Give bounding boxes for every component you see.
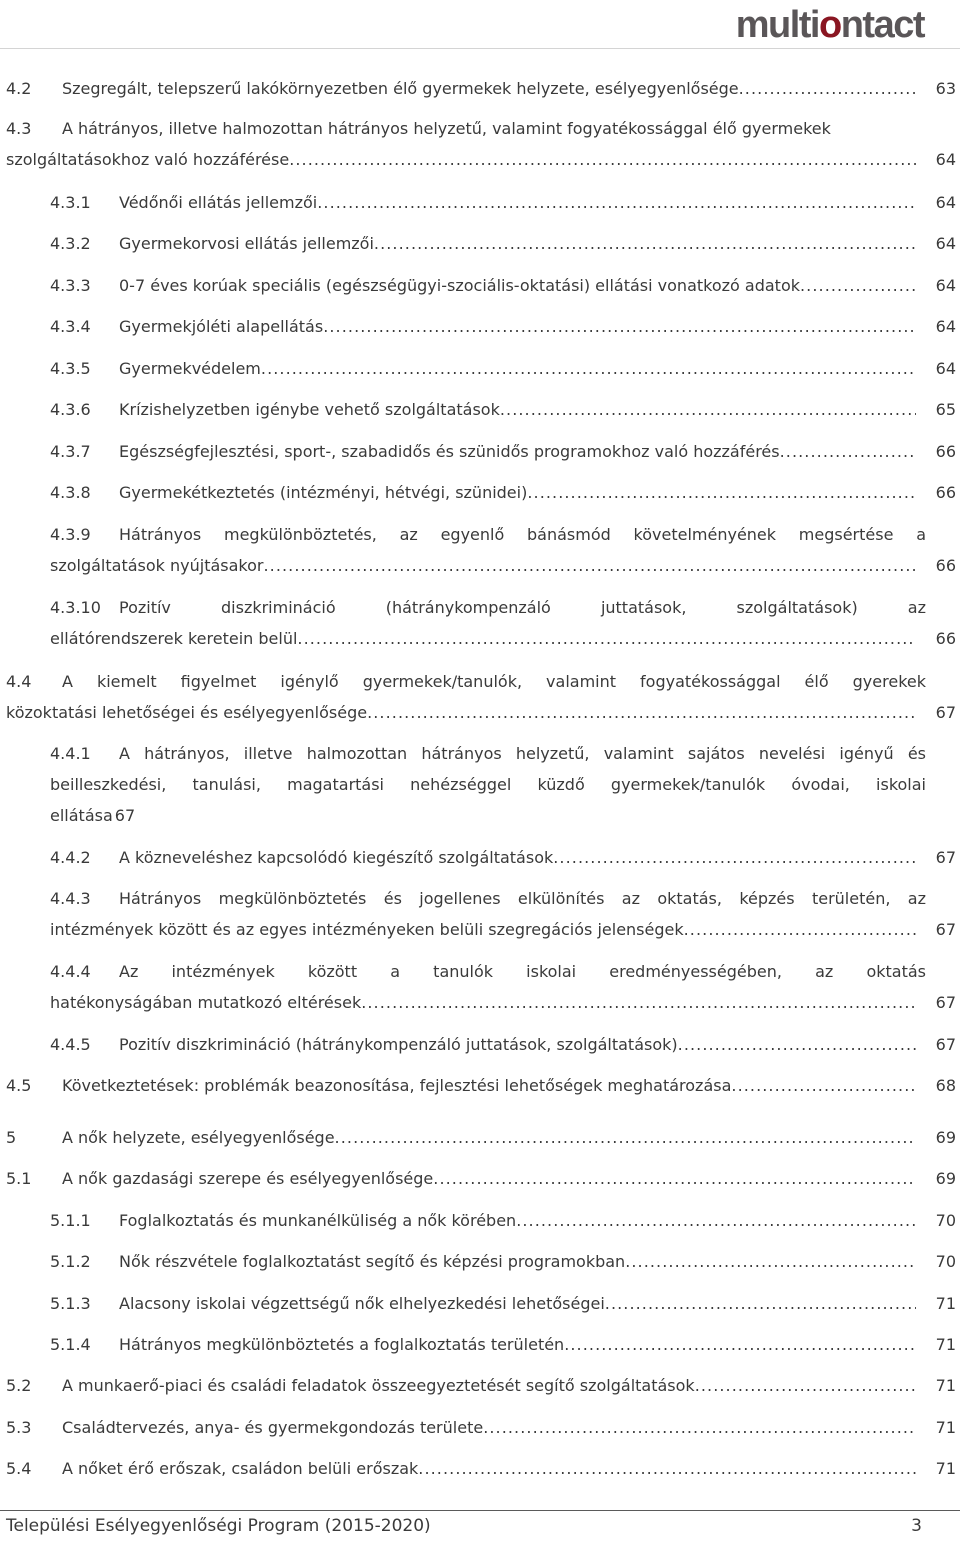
footer-title: Települési Esélyegyenlőségi Program (2015-2020)	[6, 1516, 431, 1536]
footer-page-number: 3	[911, 1516, 922, 1536]
toc-entry-4-3-3[interactable]	[0, 270, 960, 301]
toc-title-line1: Hátrányos megkülönböztetés, az egyenlő bánásmód követelményének megsértése a	[119, 525, 926, 544]
toc-title-line2: ellátórendszerek keretein belül	[50, 629, 298, 648]
toc-entry-4-4-3[interactable]	[0, 883, 960, 945]
toc-number: 4.3.7	[50, 442, 91, 461]
header-divider	[0, 48, 960, 49]
toc-title: A közneveléshez kapcsolódó kiegészítő szolgáltatások	[119, 848, 554, 867]
toc-page: 63	[935, 79, 956, 98]
toc-entry-5-1-2[interactable]	[0, 1246, 960, 1277]
toc-number: 4.4.5	[50, 1035, 91, 1054]
toc-page: 68	[935, 1076, 956, 1095]
toc-title: Gyermekétkeztetés (intézményi, hétvégi, szünidei)	[119, 483, 528, 502]
toc-title: A nőket érő erőszak, családon belüli erőszak	[62, 1459, 419, 1478]
toc-number: 4.4.1	[50, 744, 91, 763]
toc-number: 4.3.4	[50, 317, 91, 336]
toc-number: 4.3.1	[50, 193, 91, 212]
toc-title: Gyermekvédelem	[119, 359, 261, 378]
toc-title: Pozitív diszkrimináció (hátránykompenzáló juttatások, szolgáltatások)	[119, 1035, 678, 1054]
toc-entry-4-3-8[interactable]	[0, 477, 960, 508]
toc-number: 4.3.10	[50, 598, 101, 617]
toc-page: 64	[935, 234, 956, 253]
toc-page: 64	[935, 276, 956, 295]
toc-entry-4-4-2[interactable]	[0, 842, 960, 873]
toc-page: 67	[935, 993, 956, 1012]
toc-title: Védőnői ellátás jellemzői	[119, 193, 318, 212]
toc-page: 66	[935, 442, 956, 461]
toc-page: 67	[935, 1035, 956, 1054]
toc-entry-4-5[interactable]	[0, 1070, 960, 1101]
toc-number: 4.4.4	[50, 962, 91, 981]
toc-entry-4-4-5[interactable]	[0, 1029, 960, 1060]
toc-number: 5.2	[6, 1376, 32, 1395]
toc-title-line1: A hátrányos, illetve halmozottan hátrányos helyzetű, valamint fogyatékossággal élő gyermekek	[62, 119, 831, 138]
toc-page: 67	[935, 920, 956, 939]
toc-title-line1: A kiemelt figyelmet igénylő gyermekek/tanulók, valamint fogyatékossággal élő gyerekek	[62, 672, 926, 691]
toc-page: 69	[935, 1169, 956, 1188]
toc-title: Családtervezés, anya- és gyermekgondozás területe	[62, 1418, 484, 1437]
toc-entry-4-4[interactable]	[0, 666, 960, 728]
toc-title: 0-7 éves korúak speciális (egészségügyi-szociális-oktatási) ellátási vonatkozó adatok	[119, 276, 800, 295]
toc-page: 71	[935, 1335, 956, 1354]
toc-page: 64	[935, 359, 956, 378]
toc-entry-5[interactable]	[0, 1122, 960, 1153]
toc-page: 67	[935, 848, 956, 867]
toc-title-line2: szolgáltatások nyújtásakor	[50, 556, 264, 575]
toc-entry-5-3[interactable]	[0, 1412, 960, 1443]
toc-page: 66	[935, 629, 956, 648]
toc-number: 5.1	[6, 1169, 32, 1188]
toc-title: Hátrányos megkülönböztetés a foglalkoztatás területén	[119, 1335, 565, 1354]
toc-number: 5.1.2	[50, 1252, 91, 1271]
toc-page: 66	[935, 483, 956, 502]
toc-number: 4.3.9	[50, 525, 91, 544]
toc-number: 4.2	[6, 79, 32, 98]
toc-entry-5-1[interactable]	[0, 1163, 960, 1194]
toc-title: A munkaerő-piaci és családi feladatok összeegyeztetését segítő szolgáltatások	[62, 1376, 695, 1395]
toc-number: 4.3.6	[50, 400, 91, 419]
toc-number: 5.3	[6, 1418, 32, 1437]
toc-page: 70	[935, 1252, 956, 1271]
toc-title: A nők gazdasági szerepe és esélyegyenlősége	[62, 1169, 434, 1188]
toc-entry-5-2[interactable]	[0, 1370, 960, 1401]
toc-title: Szegregált, telepszerű lakókörnyezetben élő gyermekek helyzete, esélyegyenlősége	[62, 79, 739, 98]
toc-number: 5.1.1	[50, 1211, 91, 1230]
toc-page: 65	[935, 400, 956, 419]
toc-page: 70	[935, 1211, 956, 1230]
toc-title: Gyermekorvosi ellátás jellemzői	[119, 234, 374, 253]
toc-number: 4.4	[6, 672, 32, 691]
toc-page: 71	[935, 1294, 956, 1313]
toc-title-line1: Pozitív diszkrimináció (hátránykompenzáló juttatások, szolgáltatások) az	[119, 598, 926, 617]
footer-divider	[0, 1510, 960, 1511]
toc-title: Következtetések: problémák beazonosítása, fejlesztési lehetőségek meghatározása	[62, 1076, 732, 1095]
toc-number: 4.3.5	[50, 359, 91, 378]
toc-number: 4.3.2	[50, 234, 91, 253]
toc-page: 69	[935, 1128, 956, 1147]
toc-page: 71	[935, 1418, 956, 1437]
toc-title: A nők helyzete, esélyegyenlősége	[62, 1128, 335, 1147]
toc-number: 5.4	[6, 1459, 32, 1478]
toc-entry-4-3-10[interactable]	[0, 592, 960, 654]
toc-title: Krízishelyzetben igénybe vehető szolgáltatások	[119, 400, 500, 419]
toc-number: 5.1.4	[50, 1335, 91, 1354]
toc-page: 66	[935, 556, 956, 575]
toc-page: 64	[935, 150, 956, 169]
toc-title-line2: intézmények között és az egyes intézményeken belüli szegregációs jelenségek	[50, 920, 684, 939]
toc-entry-4-4-1[interactable]	[0, 738, 960, 831]
toc-title: Foglalkoztatás és munkanélküliség a nők körében	[119, 1211, 517, 1230]
toc-entry-4-3-2[interactable]	[0, 228, 960, 259]
toc-number: 4.3	[6, 119, 32, 138]
toc-title-line2: hatékonyságában mutatkozó eltérések	[50, 993, 362, 1012]
toc-page: 71	[935, 1459, 956, 1478]
toc-title-line3: ellátása	[50, 806, 113, 825]
toc-number: 5	[6, 1128, 17, 1147]
toc-entry-4-4-4[interactable]	[0, 956, 960, 1018]
toc-page: 67	[935, 703, 956, 722]
toc-title: Alacsony iskolai végzettségű nők elhelyezkedési lehetőségei	[119, 1294, 605, 1313]
toc-title: Gyermekjóléti alapellátás	[119, 317, 324, 336]
toc-entry-4-3-9[interactable]	[0, 519, 960, 581]
toc-number: 4.5	[6, 1076, 32, 1095]
toc-number: 4.4.3	[50, 889, 91, 908]
toc-entry-4-3-1[interactable]	[0, 187, 960, 218]
toc-page: 67	[114, 806, 136, 825]
toc-title-line2: beilleszkedési, tanulási, magatartási nehézséggel küzdő gyermekek/tanulók óvodai, iskolai	[50, 775, 926, 794]
toc-entry-4-3-5[interactable]	[0, 353, 960, 384]
toc-title-line2: szolgáltatásokhoz való hozzáférése	[6, 150, 290, 169]
toc-entry-5-1-3[interactable]	[0, 1288, 960, 1319]
toc-number: 4.3.3	[50, 276, 91, 295]
toc-title: Nők részvétele foglalkoztatást segítő és képzési programokban	[119, 1252, 626, 1271]
toc-title: Egészségfejlesztési, sport-, szabadidős és szünidős programokhoz való hozzáférés	[119, 442, 780, 461]
toc-title-line1: Az intézmények között a tanulók iskolai eredményességében, az oktatás	[119, 962, 926, 981]
toc-entry-4-3[interactable]	[0, 113, 960, 175]
toc-entry-5-4[interactable]	[0, 1453, 960, 1484]
toc-page: 71	[935, 1376, 956, 1395]
toc-number: 5.1.3	[50, 1294, 91, 1313]
toc-entry-4-3-4[interactable]	[0, 311, 960, 342]
toc-title-line2: közoktatási lehetőségei és esélyegyenlősége	[6, 703, 368, 722]
toc-page: 64	[935, 193, 956, 212]
toc-title-line1: A hátrányos, illetve halmozottan hátrányos helyzetű, valamint sajátos nevelési igényű és	[119, 744, 926, 763]
toc-entry-5-1-4[interactable]	[0, 1329, 960, 1360]
toc-entry-4-3-7[interactable]	[0, 436, 960, 467]
toc-title-line1: Hátrányos megkülönböztetés és jogellenes elkülönítés az oktatás, képzés területén, az	[119, 889, 926, 908]
toc-number: 4.3.8	[50, 483, 91, 502]
toc-entry-4-3-6[interactable]	[0, 394, 960, 425]
toc-entry-5-1-1[interactable]	[0, 1205, 960, 1236]
multicontact-logo: multiontact	[735, 4, 924, 46]
toc-entry-4-2[interactable]	[0, 73, 960, 104]
toc-page: 64	[935, 317, 956, 336]
toc-number: 4.4.2	[50, 848, 91, 867]
